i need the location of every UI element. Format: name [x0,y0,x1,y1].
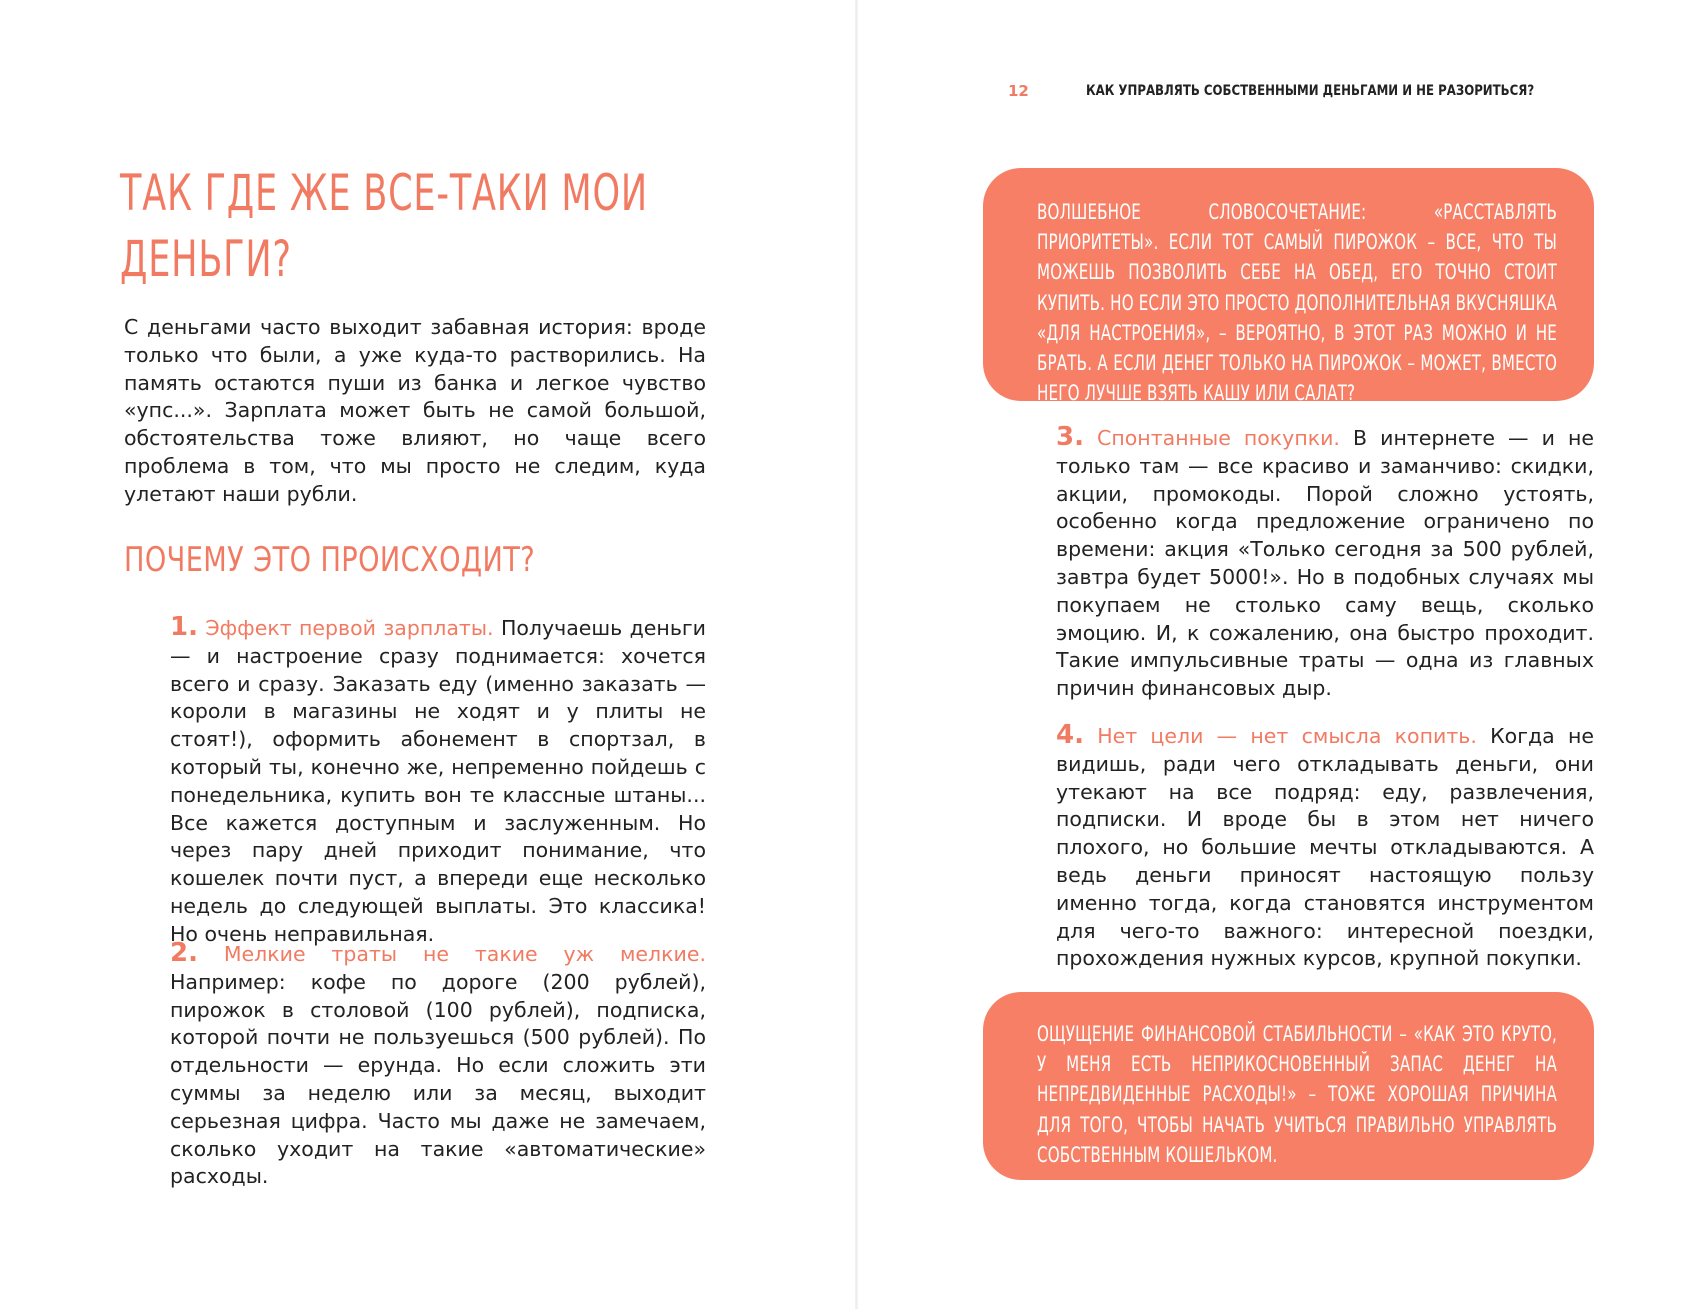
section-subtitle: ПОЧЕМУ ЭТО ПРОИСХОДИТ? [124,540,536,580]
intro-paragraph: С деньгами часто выходит забавная история: вроде только что были, а уже куда-то растворились. На память остаются пуши из банка и легкое чувство «упс...». Зарплата может быть не самой большой, обстоятельства тоже влияют, но чаще всего проблема в том, что мы просто не следим, куда улетают наши рубли. [124,315,706,506]
callout-text: ВОЛШЕБНОЕ СЛОВОСОЧЕТАНИЕ: «РАССТАВЛЯТЬ ПРИОРИТЕТЫ». ЕСЛИ ТОТ САМЫЙ ПИРОЖОК – ВСЕ, ЧТО ТЫ МОЖЕШЬ ПОЗВОЛИТЬ СЕБЕ НА ОБЕД, ЕГО ТОЧНО СТОИТ КУПИТЬ. НО ЕСЛИ ЭТО ПРОСТО ДОПОЛНИТЕЛЬНАЯ ВКУСНЯШКА «ДЛЯ НАСТРОЕНИЯ», – ВЕРОЯТНО, В ЭТОТ РАЗ МОЖНО И НЕ БРАТЬ. А ЕСЛИ ДЕНЕГ ТОЛЬКО НА ПИРОЖОК – МОЖЕТ, ВМЕСТО НЕГО ЛУЧШЕ ВЗЯТЬ КАШУ ИЛИ САЛАТ? [1037,200,1557,406]
callout-box-bottom [983,992,1594,1180]
item-number: 2. [170,938,198,968]
item-lead: Эффект первой зарплаты. [205,616,494,640]
item-number: 1. [170,612,198,642]
running-head-title: КАК УПРАВЛЯТЬ СОБСТВЕННЫМИ ДЕНЬГАМИ И НЕ РАЗОРИТЬСЯ? [1086,83,1535,99]
page-number: 12 [1008,82,1029,100]
item-text: Например: кофе по дороге (200 рублей), пирожок в столовой (100 рублей), подписка, которой почти не пользуешься (500 рублей). По отдельности — ерунда. Но если сложить эти суммы за неделю или за месяц, выходит серьезная цифра. Часто мы даже не замечаем, сколько уходит на такие «автоматические» расходы. [170,969,706,1189]
item-lead: Мелкие траты не такие уж мелкие. [223,942,706,966]
item-number: 3. [1056,422,1084,452]
list-item-1 [170,614,706,949]
callout-text: ОЩУЩЕНИЕ ФИНАНСОВОЙ СТАБИЛЬНОСТИ – «КАК ЭТО КРУТО, У МЕНЯ ЕСТЬ НЕПРИКОСНОВЕННЫЙ ЗАПАС ДЕНЕГ НА НЕПРЕДВИДЕННЫЕ РАСХОДЫ!» – ТОЖЕ ХОРОШАЯ ПРИЧИНА ДЛЯ ТОГО, ЧТОБЫ НАЧАТЬ УЧИТЬСЯ ПРАВИЛЬНО УПРАВЛЯТЬ СОБСТВЕННЫМ КОШЕЛЬКОМ. [1037,1022,1557,1167]
running-head [1008,82,1638,106]
item-text: Получаешь деньги — и настроение сразу поднимается: хочется всего и сразу. Заказать еду (именно заказать — короли в магазины не ходят и у плиты не стоят!), оформить абонемент в спортзал, в который ты, конечно же, непременно пойдешь с понедельника, купить вон те классные штаны... Все кажется доступным и заслуженным. Но через пару дней приходит понимание, что кошелек почти пуст, а впереди еще несколько недель до следующей выплаты. Это классика! Но очень неправильная. [170,616,706,946]
list-item-2 [170,940,706,1191]
item-lead: Спонтанные покупки. [1097,426,1340,450]
list-item-3 [1056,424,1594,703]
list-item-4 [1056,722,1594,973]
item-number: 4. [1056,720,1084,750]
item-text: Когда не видишь, ради чего откладывать деньги, они утекают на все подряд: еду, развлечения, подписки. И вроде бы в этом нет ничего плохого, но большие мечты откладываются. А ведь деньги приносят настоящую пользу именно тогда, когда становятся инструментом для чего-то важного: интересной поездки, прохождения нужных курсов, крупной покупки. [1056,724,1594,971]
item-text: В интернете — и не только там — все красиво и заманчиво: скидки, акции, промокоды. Порой сложно устоять, особенно когда предложение ограничено по времени: акция «Только сегодня за 500 рублей, завтра будет 5000!». Но в подобных случаях мы покупаем не столько саму вещь, сколько эмоцию. И, к сожалению, она быстро проходит. Такие импульсивные траты — одна из главных причин финансовых дыр. [1056,426,1594,701]
page-title: ТАК ГДЕ ЖЕ ВСЕ-ТАКИ МОИ ДЕНЬГИ? [120,164,648,288]
item-lead: Нет цели — нет смысла копить. [1097,724,1477,748]
callout-box-top [983,168,1594,406]
